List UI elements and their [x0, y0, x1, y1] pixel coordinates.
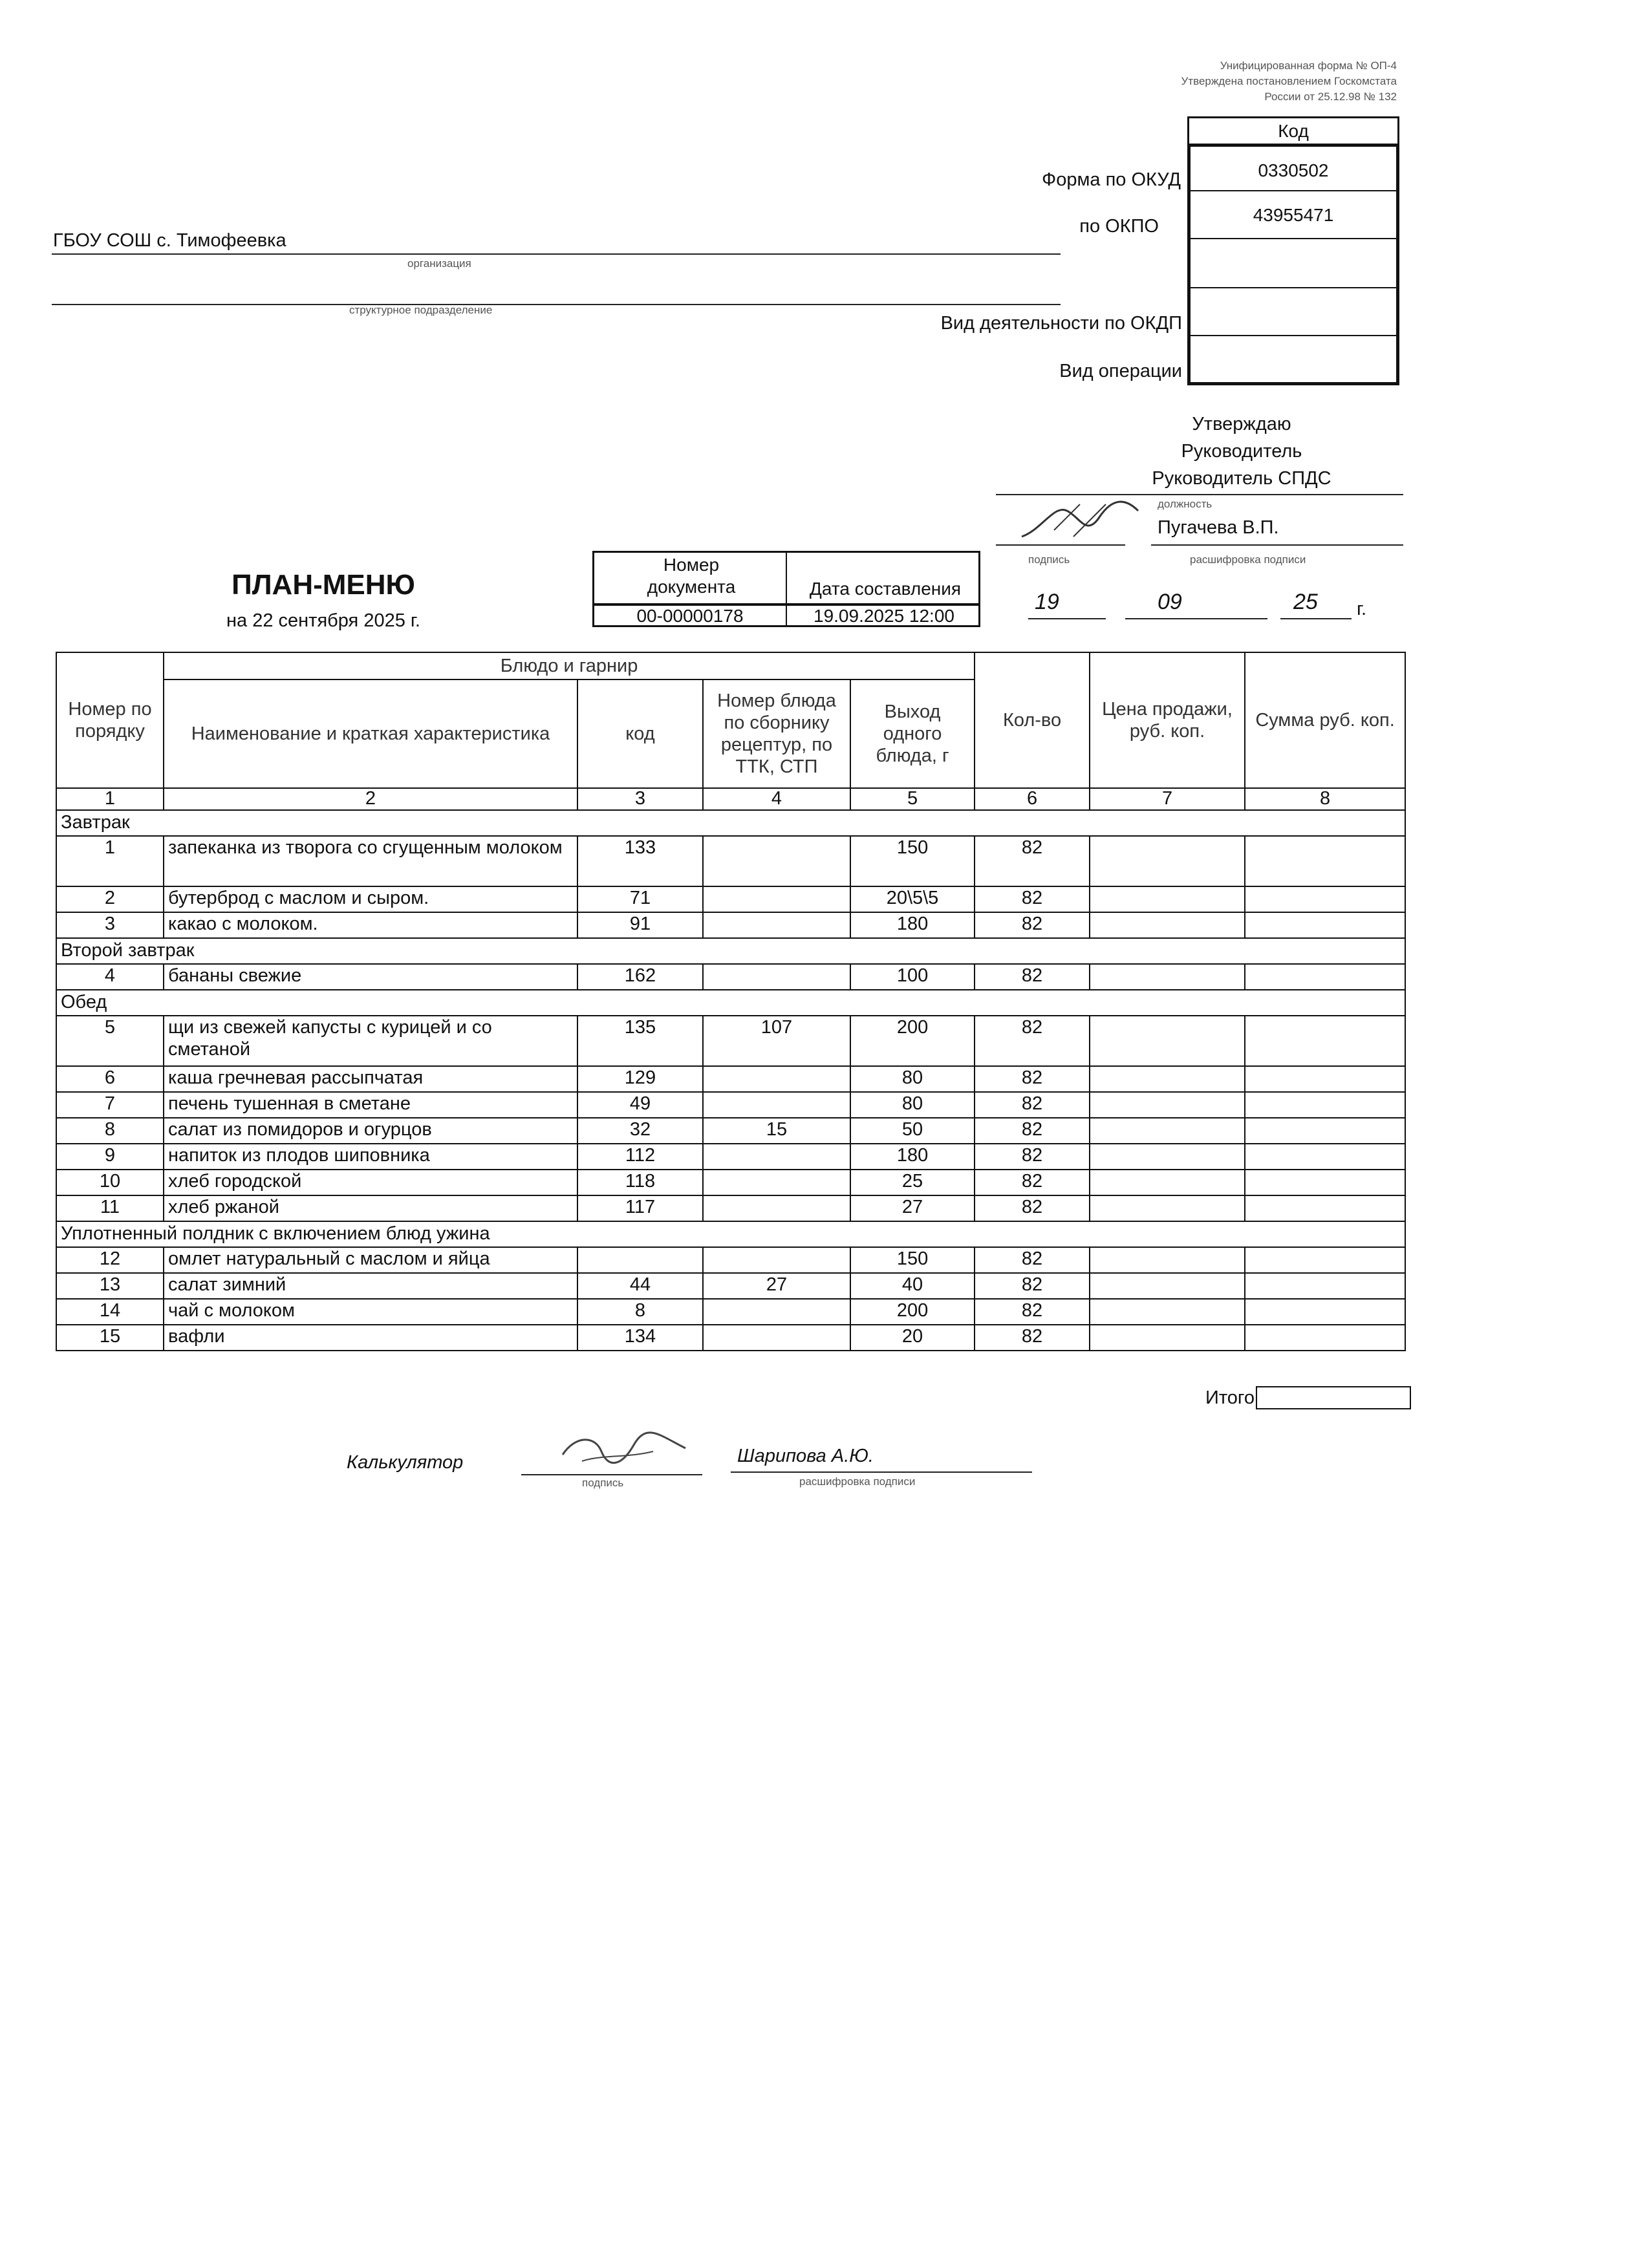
- dish-name: какао с молоком.: [164, 912, 577, 938]
- code-header: Код: [1187, 116, 1399, 144]
- header-yield: Выход одного блюда, г: [850, 679, 975, 788]
- dish-quantity: 82: [975, 1247, 1090, 1273]
- col-number: 1: [56, 788, 164, 810]
- dish-code: 32: [577, 1118, 703, 1144]
- dish-sum: [1245, 1195, 1405, 1221]
- table-row: [56, 1170, 1405, 1195]
- recipe-number: [703, 886, 850, 912]
- dish-name: хлеб ржаной: [164, 1195, 577, 1221]
- dish-quantity: 82: [975, 964, 1090, 990]
- dish-yield: 200: [850, 1299, 975, 1325]
- dish-quantity: 82: [975, 1144, 1090, 1170]
- section-row: [56, 938, 1405, 964]
- dish-name: бутерброд с маслом и сыром.: [164, 886, 577, 912]
- dish-name: бананы свежие: [164, 964, 577, 990]
- row-number: 3: [56, 912, 164, 938]
- dish-price: [1090, 1325, 1245, 1351]
- dish-code: 162: [577, 964, 703, 990]
- operation-label: Вид операции: [1059, 361, 1182, 381]
- dish-name: каша гречневая рассыпчатая: [164, 1066, 577, 1092]
- table-row: [56, 1273, 1405, 1299]
- decoding-line: [1151, 544, 1403, 546]
- doc-number-label: Номер документа: [647, 555, 736, 597]
- dish-code: 49: [577, 1092, 703, 1118]
- table-row: [56, 1118, 1405, 1144]
- footer-signature-line: [521, 1474, 702, 1475]
- dish-sum: [1245, 1273, 1405, 1299]
- menu-table: [56, 652, 1406, 1351]
- form-approval-note: [1035, 58, 1397, 105]
- date-day-line: [1028, 618, 1106, 619]
- dish-code: 118: [577, 1170, 703, 1195]
- row-number: 1: [56, 836, 164, 886]
- dish-price: [1090, 1247, 1245, 1273]
- dish-yield: 50: [850, 1118, 975, 1144]
- dish-price: [1090, 1016, 1245, 1066]
- approval-position: Руководитель СПДС: [1152, 468, 1331, 489]
- header-code: код: [577, 679, 703, 788]
- dish-price: [1090, 1144, 1245, 1170]
- section-row: [56, 990, 1405, 1016]
- section-title: Второй завтрак: [56, 938, 1405, 964]
- dish-code: [577, 1247, 703, 1273]
- section-title: Обед: [56, 990, 1405, 1016]
- recipe-number: [703, 1247, 850, 1273]
- dish-sum: [1245, 836, 1405, 886]
- recipe-number: 15: [703, 1118, 850, 1144]
- dish-sum: [1245, 1016, 1405, 1066]
- dish-sum: [1245, 1144, 1405, 1170]
- dish-quantity: 82: [975, 1170, 1090, 1195]
- footer-decoding: Шарипова А.Ю.: [737, 1446, 874, 1466]
- approval-date-suffix: г.: [1357, 599, 1367, 619]
- okpo-label: по ОКПО: [1079, 216, 1159, 237]
- col-number: 2: [164, 788, 577, 810]
- decoding-caption: расшифровка подписи: [1190, 553, 1306, 566]
- dish-sum: [1245, 964, 1405, 990]
- row-number: 5: [56, 1016, 164, 1066]
- dish-quantity: 82: [975, 1118, 1090, 1144]
- dish-price: [1090, 1092, 1245, 1118]
- dish-quantity: 82: [975, 1325, 1090, 1351]
- row-number: 2: [56, 886, 164, 912]
- dish-yield: 200: [850, 1016, 975, 1066]
- okdp-value: [1187, 288, 1399, 336]
- header-price: Цена продажи, руб. коп.: [1090, 652, 1245, 788]
- table-row: [56, 1299, 1405, 1325]
- dish-quantity: 82: [975, 836, 1090, 886]
- dish-code: 112: [577, 1144, 703, 1170]
- approval-signature-mark: [1015, 491, 1145, 550]
- section-title: Завтрак: [56, 810, 1405, 836]
- recipe-number: [703, 1195, 850, 1221]
- header-qty: Кол-во: [975, 652, 1090, 788]
- dish-name: запеканка из творога со сгущенным молоком: [164, 836, 577, 886]
- organization-caption: организация: [407, 257, 471, 270]
- dish-yield: 150: [850, 836, 975, 886]
- row-number: 9: [56, 1144, 164, 1170]
- dish-code: 133: [577, 836, 703, 886]
- table-row: [56, 1144, 1405, 1170]
- dish-name: хлеб городской: [164, 1170, 577, 1195]
- recipe-number: [703, 836, 850, 886]
- approval-decoding: Пугачева В.П.: [1158, 517, 1279, 538]
- recipe-number: [703, 1325, 850, 1351]
- doc-date-value: 19.09.2025 12:00: [814, 606, 954, 626]
- col-number: 3: [577, 788, 703, 810]
- row-number: 6: [56, 1066, 164, 1092]
- dish-price: [1090, 1118, 1245, 1144]
- col-number: 5: [850, 788, 975, 810]
- dish-price: [1090, 1273, 1245, 1299]
- footer-signature-caption: подпись: [582, 1477, 624, 1489]
- table-row: [56, 1247, 1405, 1273]
- dish-price: [1090, 912, 1245, 938]
- dish-yield: 180: [850, 1144, 975, 1170]
- col-number: 4: [703, 788, 850, 810]
- header-recipe: Номер блюда по сборнику рецептур, по ТТК, СТП: [703, 679, 850, 788]
- approval-date-day: 19: [1035, 590, 1059, 614]
- signature-caption: подпись: [1028, 553, 1070, 566]
- row-number: 14: [56, 1299, 164, 1325]
- doc-number-value: 00-00000178: [636, 606, 744, 626]
- dish-price: [1090, 1066, 1245, 1092]
- dish-code: 91: [577, 912, 703, 938]
- approval-title: Утверждаю: [1192, 414, 1291, 434]
- footer-role: Калькулятор: [347, 1452, 464, 1473]
- dish-sum: [1245, 912, 1405, 938]
- dish-quantity: 82: [975, 886, 1090, 912]
- recipe-number: [703, 1144, 850, 1170]
- approval-note-line: Утверждена постановлением Госкомстата: [1181, 75, 1397, 87]
- table-row: [56, 1092, 1405, 1118]
- dish-yield: 25: [850, 1170, 975, 1195]
- dish-code: 135: [577, 1016, 703, 1066]
- okdp-label: Вид деятельности по ОКДП: [940, 313, 1182, 334]
- dish-sum: [1245, 1299, 1405, 1325]
- division-caption: структурное подразделение: [349, 304, 493, 316]
- approval-note-line: России от 25.12.98 № 132: [1264, 91, 1397, 103]
- table-row: [56, 1195, 1405, 1221]
- dish-sum: [1245, 1325, 1405, 1351]
- dish-yield: 180: [850, 912, 975, 938]
- dish-name: щи из свежей капусты с курицей и со сметаной: [164, 1016, 577, 1066]
- operation-value: [1187, 336, 1399, 385]
- dish-code: 8: [577, 1299, 703, 1325]
- document-number-box: [592, 551, 980, 627]
- dish-sum: [1245, 1118, 1405, 1144]
- table-row: [56, 886, 1405, 912]
- footer-decoding-caption: расшифровка подписи: [799, 1475, 916, 1488]
- row-number: 11: [56, 1195, 164, 1221]
- section-row: [56, 810, 1405, 836]
- dish-code: 71: [577, 886, 703, 912]
- row-number: 10: [56, 1170, 164, 1195]
- approval-head: Руководитель: [1181, 441, 1302, 462]
- dish-quantity: 82: [975, 1299, 1090, 1325]
- dish-yield: 20\5\5: [850, 886, 975, 912]
- approval-note-line: Унифицированная форма № ОП-4: [1220, 59, 1397, 72]
- footer-signature-mark: [556, 1422, 698, 1474]
- page-subtitle: на 22 сентября 2025 г.: [226, 610, 420, 631]
- dish-quantity: 82: [975, 1066, 1090, 1092]
- dish-quantity: 82: [975, 1195, 1090, 1221]
- dish-price: [1090, 1195, 1245, 1221]
- approval-date-month: 09: [1158, 590, 1182, 614]
- dish-sum: [1245, 1170, 1405, 1195]
- organization-line: [52, 253, 1061, 255]
- okpo-value: 43955471: [1187, 191, 1399, 239]
- approval-date-year: 25: [1293, 590, 1318, 614]
- date-year-line: [1280, 618, 1352, 619]
- dish-code: 129: [577, 1066, 703, 1092]
- col-number: 8: [1245, 788, 1405, 810]
- col-number: 7: [1090, 788, 1245, 810]
- dish-name: чай с молоком: [164, 1299, 577, 1325]
- dish-yield: 80: [850, 1092, 975, 1118]
- recipe-number: 107: [703, 1016, 850, 1066]
- recipe-number: 27: [703, 1273, 850, 1299]
- dish-quantity: 82: [975, 1092, 1090, 1118]
- dish-name: напиток из плодов шиповника: [164, 1144, 577, 1170]
- table-row: [56, 912, 1405, 938]
- footer-decoding-line: [731, 1471, 1032, 1473]
- recipe-number: [703, 1092, 850, 1118]
- dish-sum: [1245, 1066, 1405, 1092]
- dish-yield: 100: [850, 964, 975, 990]
- dish-sum: [1245, 886, 1405, 912]
- dish-yield: 27: [850, 1195, 975, 1221]
- recipe-number: [703, 964, 850, 990]
- total-label: Итого: [1205, 1387, 1255, 1408]
- recipe-number: [703, 1066, 850, 1092]
- dish-price: [1090, 1299, 1245, 1325]
- dish-sum: [1245, 1092, 1405, 1118]
- header-name: Наименование и краткая характеристика: [164, 679, 577, 788]
- row-number: 7: [56, 1092, 164, 1118]
- table-row: [56, 964, 1405, 990]
- okud-value: 0330502: [1187, 144, 1399, 191]
- row-number: 4: [56, 964, 164, 990]
- organization-name: ГБОУ СОШ с. Тимофеевка: [53, 230, 286, 251]
- dish-quantity: 82: [975, 1273, 1090, 1299]
- dish-yield: 80: [850, 1066, 975, 1092]
- dish-code: 44: [577, 1273, 703, 1299]
- dish-price: [1090, 886, 1245, 912]
- row-number: 15: [56, 1325, 164, 1351]
- position-caption: должность: [1158, 498, 1212, 510]
- header-group: Блюдо и гарнир: [164, 652, 975, 679]
- code-empty-cell: [1187, 239, 1399, 288]
- section-row: [56, 1221, 1405, 1247]
- page-title: ПЛАН-МЕНЮ: [232, 569, 415, 601]
- dish-yield: 40: [850, 1273, 975, 1299]
- dish-price: [1090, 1170, 1245, 1195]
- section-title: Уплотненный полдник с включением блюд ужина: [56, 1221, 1405, 1247]
- menu-body: [56, 810, 1405, 1351]
- table-row: [56, 1016, 1405, 1066]
- dish-quantity: 82: [975, 1016, 1090, 1066]
- col-number: 6: [975, 788, 1090, 810]
- row-number: 8: [56, 1118, 164, 1144]
- header-sum: Сумма руб. коп.: [1245, 652, 1405, 788]
- dish-price: [1090, 836, 1245, 886]
- recipe-number: [703, 1299, 850, 1325]
- dish-name: салат из помидоров и огурцов: [164, 1118, 577, 1144]
- division-line: [52, 304, 1061, 305]
- dish-code: 134: [577, 1325, 703, 1351]
- dish-sum: [1245, 1247, 1405, 1273]
- dish-name: вафли: [164, 1325, 577, 1351]
- okud-label: Форма по ОКУД: [1042, 169, 1181, 190]
- dish-price: [1090, 964, 1245, 990]
- table-row: [56, 836, 1405, 886]
- doc-date-label: Дата составления: [809, 579, 962, 599]
- dish-name: салат зимний: [164, 1273, 577, 1299]
- table-row: [56, 1066, 1405, 1092]
- table-row: [56, 1325, 1405, 1351]
- recipe-number: [703, 1170, 850, 1195]
- dish-code: 117: [577, 1195, 703, 1221]
- dish-quantity: 82: [975, 912, 1090, 938]
- dish-name: омлет натуральный с маслом и яйца: [164, 1247, 577, 1273]
- header-num: Номер по порядку: [56, 652, 164, 788]
- row-number: 13: [56, 1273, 164, 1299]
- row-number: 12: [56, 1247, 164, 1273]
- dish-yield: 20: [850, 1325, 975, 1351]
- total-value: [1256, 1386, 1411, 1409]
- dish-yield: 150: [850, 1247, 975, 1273]
- dish-name: печень тушенная в сметане: [164, 1092, 577, 1118]
- date-month-line: [1125, 618, 1267, 619]
- recipe-number: [703, 912, 850, 938]
